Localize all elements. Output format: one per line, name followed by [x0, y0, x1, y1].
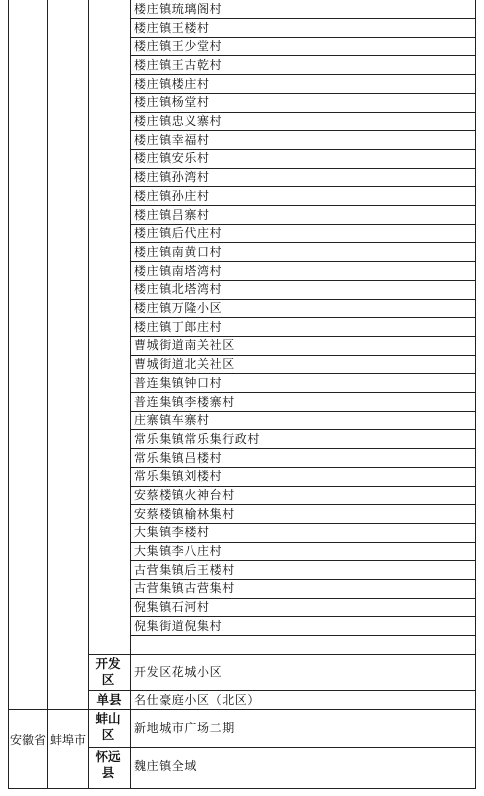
village-cell: 倪集镇石河村 — [134, 600, 210, 614]
village-cell: 曹城街道南关社区 — [134, 338, 235, 352]
village-cell: 楼庄镇北塔湾村 — [134, 282, 223, 296]
village-cell: 楼庄镇忠义寨村 — [134, 114, 223, 128]
district-cell-bengshan: 蚌山区 — [95, 711, 121, 742]
village-cell: 楼庄镇楼庄村 — [134, 77, 210, 91]
village-cell: 常乐集镇刘楼村 — [134, 469, 223, 483]
village-cell: 楼庄镇孙庄村 — [134, 189, 210, 203]
village-cell: 倪集街道倪集村 — [134, 619, 223, 633]
village-cell: 常乐集镇吕楼村 — [134, 451, 223, 465]
col-line-3 — [88, 0, 89, 789]
area-cell-shanxian: 名仕豪庭小区（北区） — [134, 693, 261, 707]
village-cell: 庄寨镇车寨村 — [134, 413, 210, 427]
village-cell: 楼庄镇吕寨村 — [134, 208, 210, 222]
district-cell-kaifa: 开发区 — [95, 656, 121, 687]
village-cell: 楼庄镇后代庄村 — [134, 226, 223, 240]
village-cell: 大集镇李楼村 — [134, 525, 210, 539]
col-line-2 — [47, 0, 48, 789]
village-cell: 普连集镇李楼寨村 — [134, 395, 235, 409]
village-cell: 楼庄镇万隆小区 — [134, 301, 223, 315]
village-cell: 大集镇李八庄村 — [134, 544, 223, 558]
area-cell-kaifa: 开发区花城小区 — [134, 665, 223, 679]
village-cell: 安蔡楼镇榆林集村 — [134, 507, 235, 521]
row-line-huaiyuan-top — [88, 747, 475, 748]
village-cell: 古营集镇古营集村 — [134, 581, 235, 595]
village-cell: 楼庄镇孙湾村 — [134, 170, 210, 184]
village-cell: 常乐集镇常乐集行政村 — [134, 432, 261, 446]
village-cell: 楼庄镇南塔湾村 — [134, 264, 223, 278]
area-cell-huaiyuan: 魏庄镇全域 — [134, 759, 198, 773]
province-cell-anhui: 安徽省 — [10, 733, 47, 747]
city-cell-bengbu: 蚌埠市 — [50, 733, 87, 747]
village-cell: 楼庄镇王楼村 — [134, 21, 210, 35]
village-cell: 楼庄镇王少堂村 — [134, 39, 223, 53]
village-cell: 楼庄镇琉璃阁村 — [134, 2, 223, 16]
col-line-4 — [130, 0, 131, 789]
row-line-anhui-top — [8, 709, 475, 710]
village-cell: 楼庄镇杨堂村 — [134, 95, 210, 109]
district-cell-huaiyuan: 怀远县 — [95, 749, 121, 780]
village-cell: 楼庄镇南黄口村 — [134, 245, 223, 259]
village-cell: 古营集镇后王楼村 — [134, 563, 235, 577]
row-line — [130, 635, 475, 636]
col-line-1 — [8, 0, 9, 789]
col-line-5 — [475, 0, 476, 789]
row-line-kaifa-top — [88, 654, 475, 655]
village-cell: 曹城街道北关社区 — [134, 357, 235, 371]
village-cell: 安蔡楼镇火神台村 — [134, 488, 235, 502]
table-bottom-border — [8, 788, 475, 789]
village-cell: 楼庄镇丁郎庄村 — [134, 320, 223, 334]
village-cell: 普连集镇钟口村 — [134, 376, 223, 390]
district-cell-shanxian: 单县 — [96, 692, 122, 707]
village-cell: 楼庄镇王古乾村 — [134, 58, 223, 72]
village-cell: 楼庄镇安乐村 — [134, 151, 210, 165]
village-cell: 楼庄镇幸福村 — [134, 133, 210, 147]
area-cell-bengshan: 新地城市广场二期 — [134, 721, 235, 735]
